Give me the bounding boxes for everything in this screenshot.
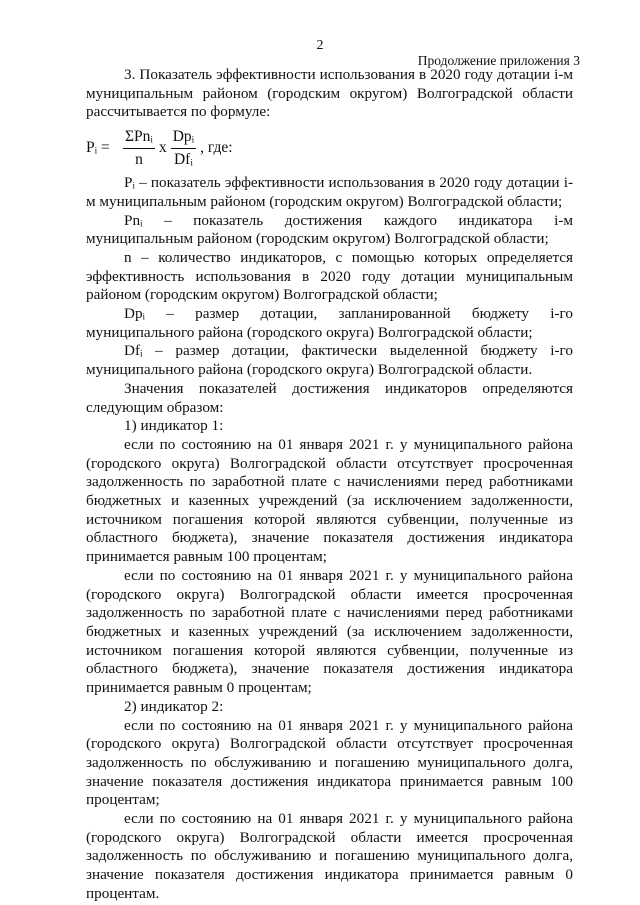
indicator-2-case-b: если по состоянию на 01 января 2021 г. у муниципального района (городского округа) Волгоградской области имеется просроченная задолженность по обслуживанию и погашению муниципального долга, значение показателя достижения индикатора принимается равным 0 процентам.	[86, 810, 573, 902]
definition-dpi: Dpᵢ – размер дотации, запланированной бюджету i-го муниципального района (городского округа) Волгоградской области;	[86, 305, 573, 341]
definition-pi: Pᵢ – показатель эффективности использования в 2020 году дотации i-м муниципальным районом (городским округом) Волгоградской области;	[86, 174, 573, 210]
formula-frac2-numerator: Dpᵢ	[171, 128, 196, 149]
formula-lhs: Pᵢ =	[86, 138, 110, 156]
definition-n: n – количество индикаторов, с помощью которых определяется эффективность использования в 2020 году дотации муниципальным районом (городским округом) Волгоградской области;	[86, 248, 573, 304]
definition-dfi: Dfᵢ – размер дотации, фактически выделенной бюджету i-го муниципального района (городского округа) Волгоградской области.	[86, 342, 573, 379]
formula-tail: , где:	[200, 138, 233, 156]
definition-pni: Pnᵢ – показатель достижения каждого индикатора i-м муниципальным районом (городским округом) Волгоградской области;	[86, 211, 573, 248]
values-intro: Значения показателей достижения индикаторов определяются следующим образом:	[86, 379, 573, 416]
formula-times: x	[158, 138, 167, 156]
page-number: 2	[316, 38, 324, 53]
formula	[86, 122, 573, 174]
formula-fraction-2	[171, 128, 196, 169]
appendix-continuation: Продолжение приложения 3	[417, 53, 580, 68]
formula-frac1-numerator: ΣPnᵢ	[123, 128, 155, 149]
formula-fraction-1	[123, 128, 155, 169]
formula-frac2-denominator: Dfᵢ	[173, 150, 193, 168]
section-intro: 3. Показатель эффективности использования в 2020 году дотации i-м муниципальным районом (городским округом) Волгоградской области рассчитывается по формуле:	[86, 66, 573, 121]
indicator-2-title: 2) индикатор 2:	[124, 697, 224, 715]
indicator-2-case-a: если по состоянию на 01 января 2021 г. у муниципального района (городского округа) Волгоградской области отсутствует просроченная задолженность по обслуживанию и погашению муниципального долга, значение показателя достижения индикатора принимается равным 100 процентам;	[86, 716, 573, 809]
document-body	[86, 66, 573, 904]
indicator-1-case-b: если по состоянию на 01 января 2021 г. у муниципального района (городского округа) Волгоградской области имеется просроченная задолженность по заработной плате с начислениями перед работниками бюджетных и казенных учреждений (за исключением задолженности, источником погашения которой являются субвенции, полученные из областного бюджета), значение показателя достижения индикатора принимается равным 0 процентам;	[86, 566, 573, 697]
indicator-1-case-a: если по состоянию на 01 января 2021 г. у муниципального района (городского округа) Волгоградской области отсутствует просроченная задолженность по заработной плате с начислениями перед работниками бюджетных и казенных учреждений (за исключением задолженности, источником погашения которой являются субвенции, полученные из областного бюджета), значение показателя достижения индикатора принимается равным 100 процентам;	[86, 435, 573, 566]
indicator-1-title: 1) индикатор 1:	[124, 417, 224, 435]
formula-frac1-denominator: n	[135, 150, 143, 168]
